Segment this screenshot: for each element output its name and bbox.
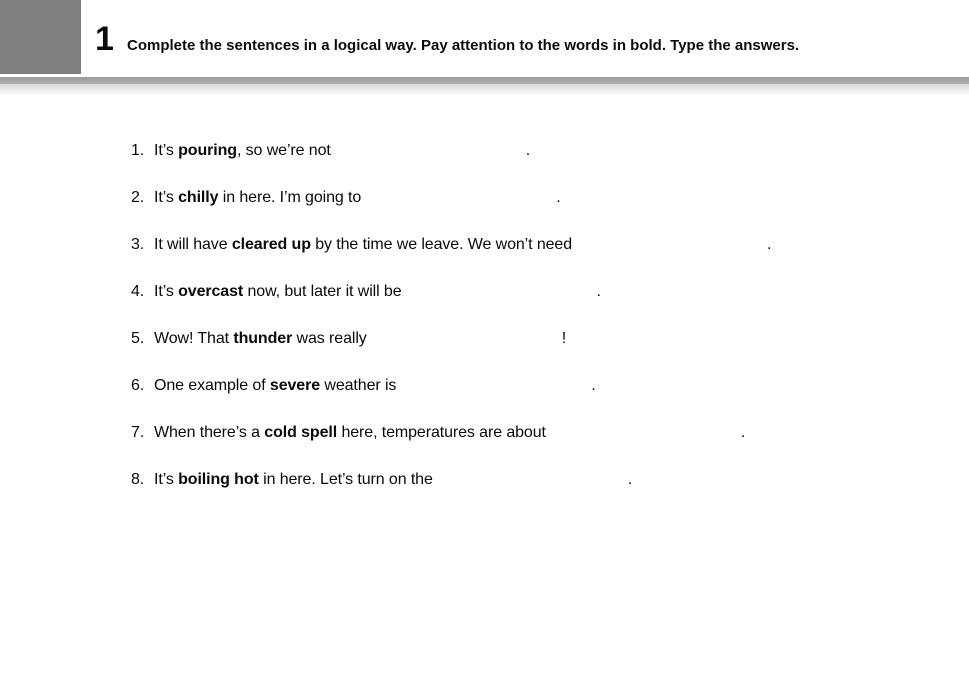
sentence-bold-word: cleared up (231, 236, 311, 253)
sentence-text-pre: It’s (154, 189, 179, 206)
item-number: 1. (131, 142, 145, 159)
sentence-text-pre: It’s (154, 283, 179, 300)
answer-input-2[interactable] (367, 186, 553, 210)
sentence-bold-word: thunder (233, 330, 293, 347)
sentence-end-punctuation: . (767, 236, 772, 253)
sentence-bold-word: overcast (178, 283, 244, 300)
sentence-end-punctuation: . (556, 189, 561, 206)
sentence-text-post: in here. I’m going to (218, 189, 362, 206)
exercise-instruction: Complete the sentences in a logical way. Pay attention to the words in bold. Type the answers. (127, 37, 800, 54)
sentence-text-post: now, but later it will be (243, 283, 402, 300)
sentence-end-punctuation: . (627, 471, 633, 488)
sentence-bold-word: cold spell (264, 424, 338, 441)
sentence-end-punctuation: . (591, 377, 596, 394)
item-number: 2. (131, 189, 145, 206)
sentence-text-post: here, temperatures are about (337, 424, 546, 441)
sentence-text-pre: One example of (154, 377, 270, 394)
answer-input-6[interactable] (402, 374, 588, 398)
item-number: 8. (131, 471, 145, 488)
sentence-text-pre: It’s (154, 471, 179, 488)
sentence-list (131, 127, 951, 503)
answer-input-3[interactable] (578, 233, 764, 257)
sentence-bold-word: boiling hot (178, 471, 259, 488)
sentence-item-3 (131, 221, 951, 268)
answer-input-4[interactable] (408, 280, 594, 304)
item-number: 5. (131, 330, 145, 347)
item-number: 3. (131, 236, 145, 253)
sentence-text-post: in here. Let’s turn on the (258, 471, 433, 488)
sentence-item-2 (131, 174, 951, 221)
sentence-bold-word: pouring (178, 142, 237, 159)
header-divider (0, 77, 969, 84)
answer-input-1[interactable] (337, 139, 523, 163)
sentence-end-punctuation: . (740, 424, 746, 441)
sentence-item-6 (131, 362, 951, 409)
item-number: 7. (131, 424, 145, 441)
sentence-text-post: , so we’re not (236, 142, 331, 159)
sentence-end-punctuation: . (596, 283, 601, 300)
sentence-bold-word: severe (269, 377, 321, 394)
sentence-item-8 (131, 456, 951, 503)
sentence-end-punctuation: . (525, 142, 531, 159)
sentence-text-pre: When there’s a (154, 424, 265, 441)
sentence-text-post: by the time we leave. We won’t need (310, 236, 573, 253)
sentence-bold-word: chilly (178, 189, 219, 206)
header-divider-shadow (0, 84, 969, 96)
exercise-number: 1 (95, 20, 114, 58)
answer-input-8[interactable] (439, 468, 625, 492)
item-number: 4. (131, 283, 145, 300)
sentence-text-post: weather is (320, 377, 397, 394)
item-number: 6. (131, 377, 145, 394)
sentence-item-1 (131, 127, 951, 174)
sentence-text-post: was really (292, 330, 367, 347)
sentence-item-7 (131, 409, 951, 456)
answer-input-7[interactable] (552, 421, 738, 445)
sentence-text-pre: It will have (154, 236, 232, 253)
sentence-item-5 (131, 315, 951, 362)
sentence-text-pre: Wow! That (154, 330, 234, 347)
sentence-text-pre: It’s (154, 142, 179, 159)
sentence-end-punctuation: ! (561, 330, 567, 347)
sentence-item-4 (131, 268, 951, 315)
header-corner-block (0, 0, 81, 74)
answer-input-5[interactable] (373, 327, 559, 351)
